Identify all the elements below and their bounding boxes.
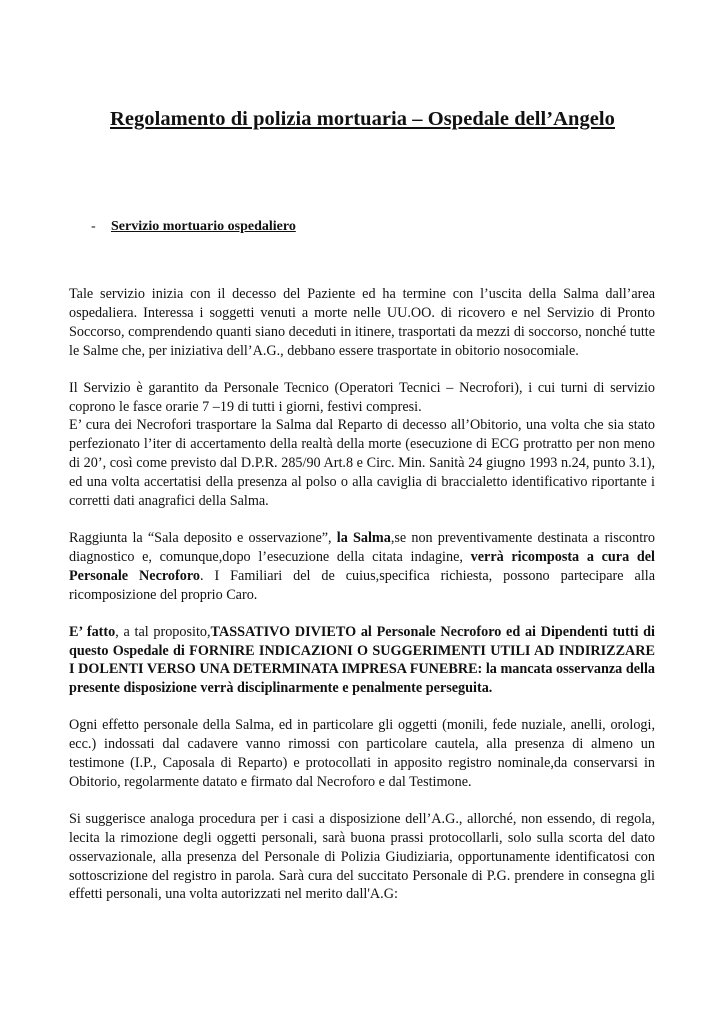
section-heading — [91, 219, 296, 235]
bold-run: verrà ricomposta a cura del Personale Necroforo — [69, 548, 655, 584]
text-run: , a tal proposito, — [115, 623, 211, 640]
paragraph-intro: Tale servizio inizia con il decesso del Paziente ed ha termine con l’uscita della Salma dall’area ospedaliera. Interessa i soggetti venuti a morte nelle UU.OO. di ricovero e nel Servizio di Pronto Soccorso, comprendendo quanti siano deceduti in itinere, trasportati da mezzi di soccorso, nonché tutte le Salme che, per iniziativa dell’A.G., debbano essere trasportate in obitorio nosocomiale. — [69, 286, 655, 359]
paragraph-service-hours: Il Servizio è garantito da Personale Tecnico (Operatori Tecnici – Necrofori), i cui turni di servizio coprono le fasce orarie 7 –19 di tutti i giorni, festivi compresi. — [69, 379, 655, 415]
paragraph-ricomposizione — [69, 529, 655, 605]
bold-run: TASSATIVO DIVIETO al Personale Necroforo ed ai Dipendenti tutti di questo Ospedale di FORNIRE INDICAZIONI O SUGGERIMENTI UTILI AD INDIRIZZARE I DOLENTI VERSO UNA DETERMINATA IMPRESA FUNEBRE: la mancata osservanza della presente disposizione verrà disciplinarmente e penalmente perseguita. — [69, 623, 655, 697]
paragraph-ag: Si suggerisce analoga procedura per i casi a disposizione dell’A.G., allorché, non essendo, di regola, lecita la rimozione degli oggetti personali, sarà buona prassi protocollarli, solo sulla scorta del dato osservazionale, alla presenza del Personale di Polizia Giudiziaria, opportunamente identificatosi con sottoscrizione del registro in parola. Sarà cura del succitato Personale di P.G. prendere in consegna gli effetti personali, una volta autorizzati nel merito dall'A.G: — [69, 810, 655, 903]
paragraph-service — [69, 379, 655, 511]
paragraph-divieto — [69, 623, 655, 699]
bold-run: E’ fatto — [69, 623, 116, 640]
bold-run: la Salma — [336, 529, 391, 546]
bullet-dash: - — [91, 219, 96, 234]
text-run: Raggiunta la “Sala deposito e osservazione”, — [69, 529, 337, 546]
text-run: . I Familiari del de cuius,specifica richiesta, possono partecipare alla ricomposizione del proprio Caro. — [69, 567, 656, 603]
paragraph-transport: E’ cura dei Necrofori trasportare la Salma dal Reparto di decesso all’Obitorio, una volta che sia stato perfezionato l’iter di accertamento della realtà della morte (esecuzione di ECG protratto per non meno di 20’, così come previsto dal D.P.R. 285/90 Art.8 e Circ. Min. Sanità 24 giugno 1993 n.24, punto 3.1), ed una volta accertatisi della presenza al polso o alla caviglia di braccialetto identificativo riportante i corretti dati anagrafici della Salma. — [69, 417, 655, 510]
document-title: Regolamento di polizia mortuaria – Ospedale dell’Angelo — [110, 108, 615, 130]
body-text — [69, 285, 655, 904]
text-run: ,se non preventivamente destinata a riscontro diagnostico e, comunque,dopo l’esecuzione della citata indagine, — [69, 529, 656, 565]
section-heading-label: Servizio mortuario ospedaliero — [111, 219, 296, 234]
paragraph-effetti: Ogni effetto personale della Salma, ed in particolare gli oggetti (monili, fede nuziale, anelli, orologi, ecc.) indossati dal cadavere vanno rimossi con particolare cautela, alla presenza di almeno un testimone (I.P., Caposala di Reparto) e protocollati in apposito registro nominale,da conservarsi in Obitorio, regolarmente datato e firmato dal Necroforo e dal Testimone. — [69, 717, 655, 790]
